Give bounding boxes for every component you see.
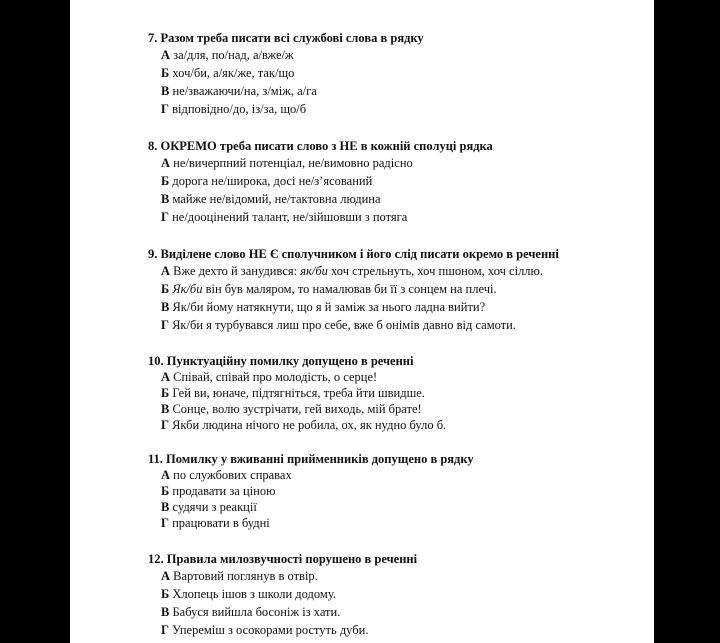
option-a [161,369,648,385]
option-letter: А [161,48,171,62]
option-text: не/дооцінений талант, не/зійшовши з потяга [172,210,408,224]
option-a [161,262,648,280]
question-8 [148,138,648,226]
option-letter: В [161,500,170,514]
option-text-post: хоч стрельнуть, хоч пшоном, хоч сіллю. [331,264,544,278]
highlighted-word: як/би [300,264,328,278]
option-letter: Г [161,516,169,530]
option-letter: В [161,192,170,206]
question-title: 9. Виділене слово НЕ Є сполучником і його слід писати окремо в реченні [148,247,559,261]
option-h [161,100,648,118]
option-letter: В [161,84,170,98]
option-b [161,64,648,82]
option-text: за/для, по/над, а/вже/ж [173,48,294,62]
option-text: Гей ви, юначе, підтягніться, треба йти швидше. [172,386,425,400]
option-letter: Г [161,623,169,637]
option-text: працювати в будні [172,516,270,530]
option-letter: Б [161,484,170,498]
option-letter: А [161,156,171,170]
question-7 [148,30,648,118]
option-text-post: він був маляром, то намалював би її з сонцем на плечі. [205,282,497,296]
option-b [161,385,648,401]
option-text: Як/би йому натякнути, що я й заміж за нього ладна вийти? [172,300,486,314]
option-h [161,208,648,226]
option-letter: Г [161,102,169,116]
option-b [161,585,648,603]
highlighted-word: Як/би [172,282,203,296]
question-title: 8. ОКРЕМО треба писати слово з НЕ в кожній сполуці рядка [148,139,493,153]
option-text-pre: Вже дехто й занудився: [173,264,298,278]
option-a [161,46,648,64]
option-h [161,417,648,433]
option-text: по службових справах [173,468,292,482]
question-title: 10. Пунктуаційну помилку допущено в реченні [148,354,414,368]
option-text: судячи з реакції [172,500,257,514]
question-12 [148,551,648,639]
option-letter: Б [161,174,170,188]
option-text: не/зважаючи/на, з/між, а/га [172,84,317,98]
option-v [161,298,648,316]
option-text: продавати за ціною [172,484,276,498]
option-letter: Г [161,418,169,432]
option-letter: А [161,468,171,482]
option-letter: Г [161,318,169,332]
option-text: хоч/би, а/як/же, так/що [172,66,295,80]
option-text: Упереміш з осокорами ростуть дуби. [172,623,369,637]
option-v [161,603,648,621]
option-a [161,467,648,483]
option-letter: Б [161,587,170,601]
option-text: Співай, співай про молодість, о серце! [173,370,378,384]
document-content [148,30,648,639]
option-text: Бабуся вийшла босоніж із хати. [172,605,341,619]
question-title: 11. Помилку у вживанні прийменників допущено в рядку [148,452,474,466]
option-b [161,483,648,499]
option-text: Хлопець ішов з школи додому. [172,587,336,601]
option-v [161,401,648,417]
option-text: Сонце, волю зустрічати, гей виходь, мій брате! [172,402,422,416]
option-h [161,621,648,639]
option-text: Як/би я турбувався лиш про себе, вже б онімів давно від самоти. [172,318,516,332]
option-text: відповідно/до, із/за, що/б [172,102,307,116]
option-letter: Б [161,66,170,80]
option-letter: В [161,605,170,619]
question-10 [148,353,648,433]
question-9 [148,246,648,334]
option-letter: А [161,569,171,583]
option-letter: А [161,370,171,384]
question-11 [148,451,648,531]
option-v [161,82,648,100]
option-b [161,172,648,190]
option-letter: А [161,264,171,278]
option-v [161,190,648,208]
option-text: майже не/відомий, не/тактовна людина [172,192,381,206]
option-text: не/вичерпний потенціал, не/вимовно радісно [173,156,413,170]
option-h [161,515,648,531]
option-v [161,499,648,515]
option-a [161,154,648,172]
question-title: 12. Правила милозвучності порушено в реченні [148,552,418,566]
option-b [161,280,648,298]
option-a [161,567,648,585]
option-letter: В [161,300,170,314]
option-text: Вартовий поглянув в отвір. [173,569,318,583]
option-letter: В [161,402,170,416]
document-page [70,0,654,643]
option-text: дорога не/широка, досі не/з’ясований [172,174,373,188]
question-title: 7. Разом треба писати всі службові слова в рядку [148,31,424,45]
option-h [161,316,648,334]
option-letter: Г [161,210,169,224]
option-letter: Б [161,282,170,296]
option-letter: Б [161,386,170,400]
option-text: Якби людина нічого не робила, ох, як нудно було б. [172,418,447,432]
